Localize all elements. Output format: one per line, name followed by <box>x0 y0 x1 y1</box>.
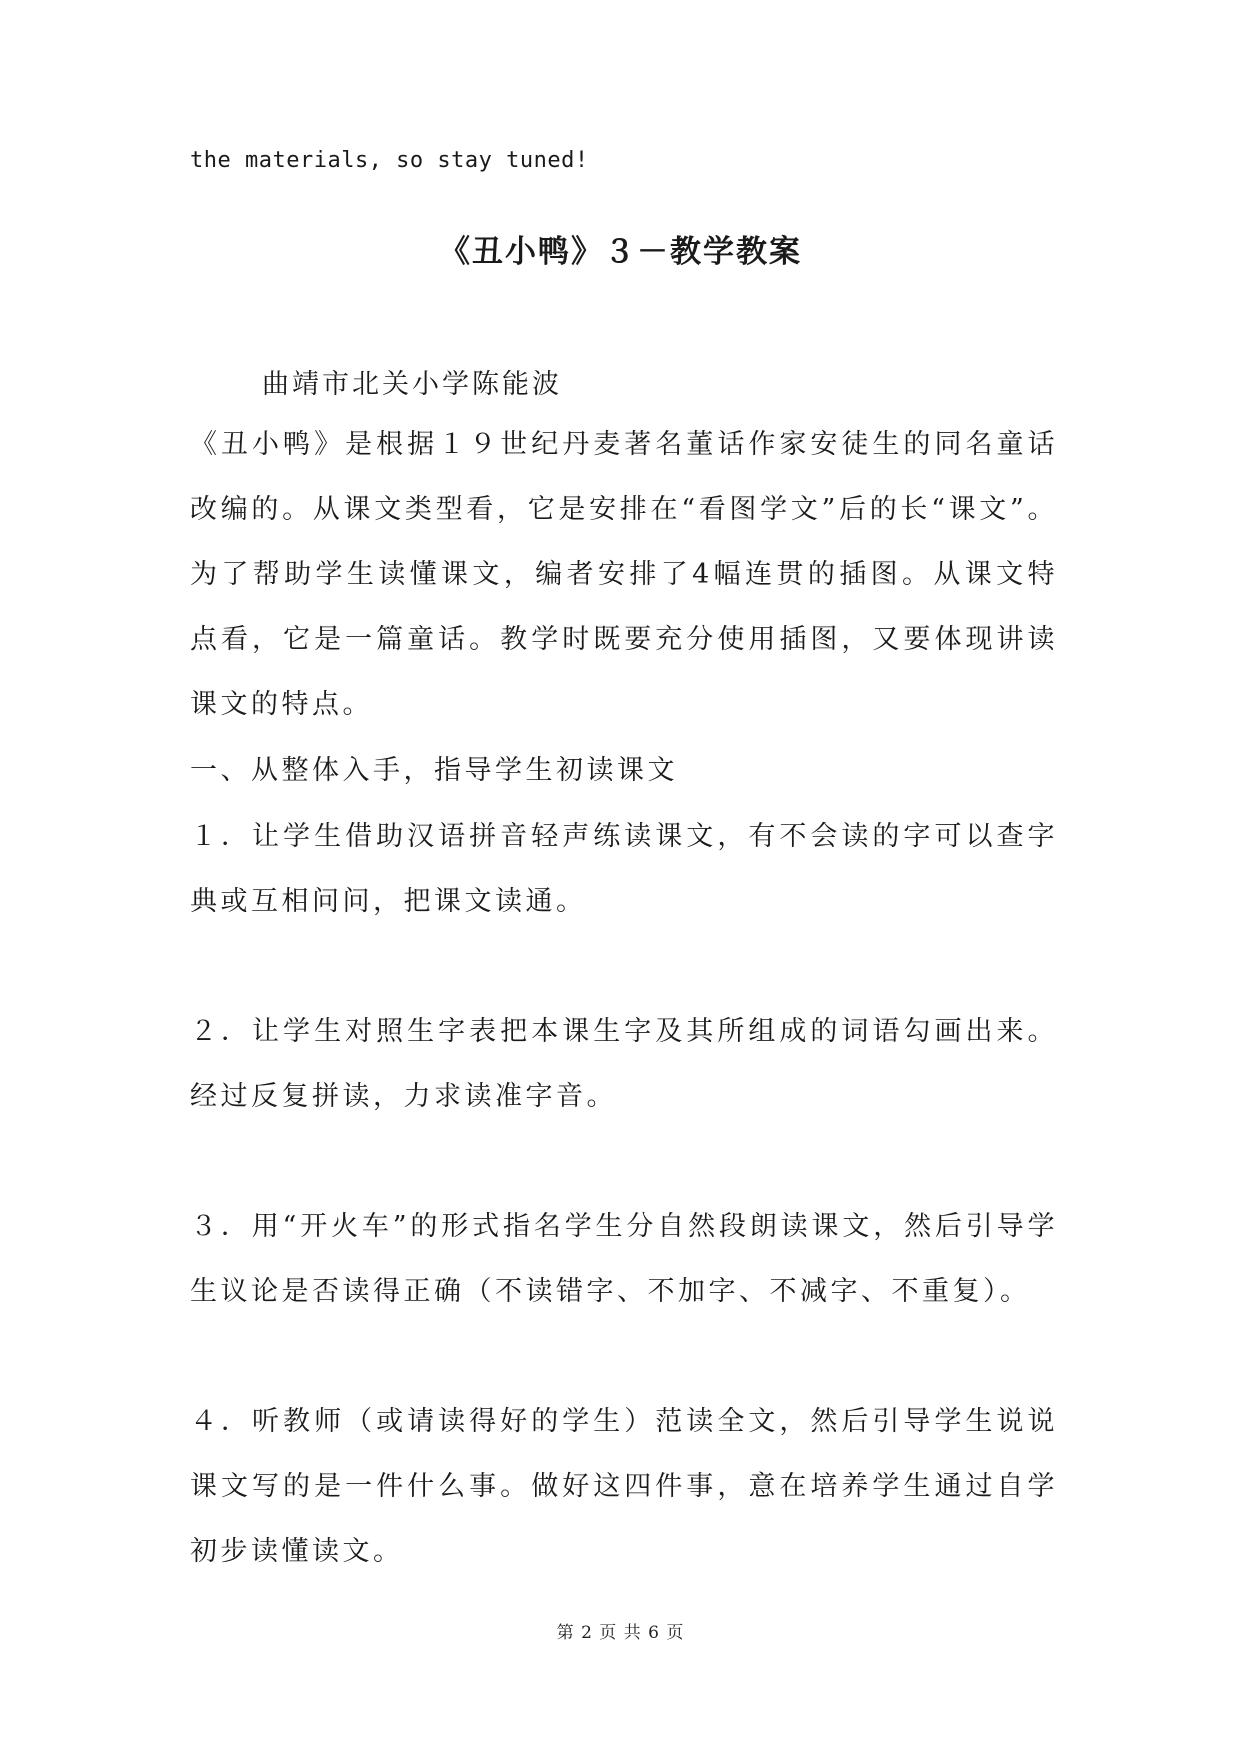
list-item: ２．让学生对照生字表把本课生字及其所组成的词语勾画出来。经过反复拼读，力求读准字音。 <box>190 1016 1058 1112</box>
list-item: １．让学生借助汉语拼音轻声练读课文，有不会读的字可以查字典或互相问问，把课文读通。 <box>190 821 1058 917</box>
section-heading: 一、从整体入手，指导学生初读课文 <box>190 755 678 786</box>
author-line: 曲靖市北关小学陈能波 <box>262 369 562 400</box>
continuation-line: the materials, so stay tuned! <box>190 148 589 173</box>
list-item: ４．听教师（或请读得好的学生）范读全文，然后引导学生说说课文写的是一件什么事。做好这四件事，意在培养学生通过自学初步读懂读文。 <box>190 1406 1058 1567</box>
document-title: 《丑小鸭》３－教学教案 <box>439 234 802 270</box>
list-item: ３．用“开火车”的形式指名学生分自然段朗读课文，然后引导学生议论是否读得正确（不读错字、不加字、不减字、不重复）。 <box>190 1211 1058 1307</box>
page-number-footer: 第 2 页 共 6 页 <box>556 1623 685 1643</box>
intro-paragraph: 《丑小鸭》是根据１９世纪丹麦著名董话作家安徒生的同名童话改编的。从课文类型看，它是安排在“看图学文”后的长“课文”。为了帮助学生读懂课文，编者安排了4幅连贯的插图。从课文特点看，它是一篇童话。教学时既要充分使用插图，又要体现讲读课文的特点。 <box>190 429 1058 720</box>
